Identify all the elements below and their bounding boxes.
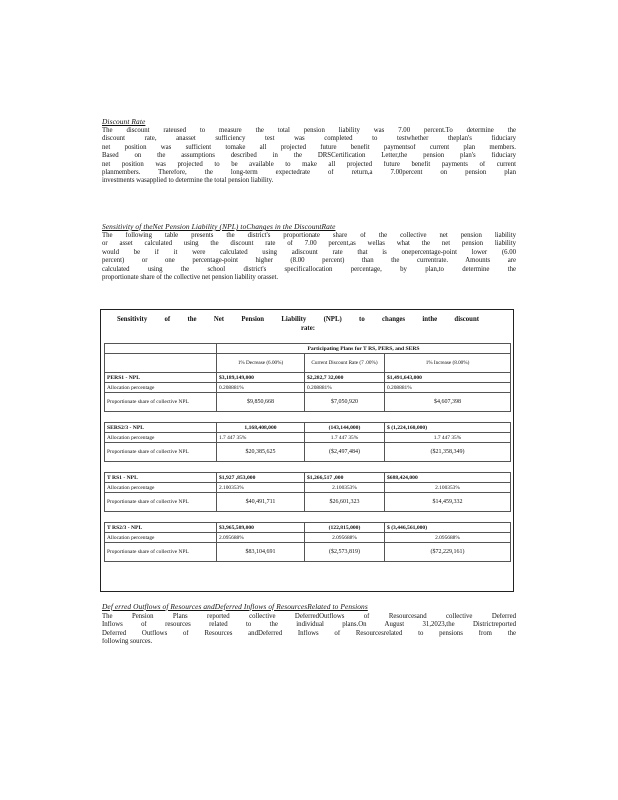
paragraph-line: percent) or one percentage-point higher (8.00 percent) than the currentrate. Amounts are [102,257,516,265]
share-increase: ($72,229,161) [385,543,511,562]
npl-decrease: $1,927 ,853,000 [217,473,305,483]
paragraph-line: The discount rateused to measure the total pension liability was 7.00 percent.To determine the [102,127,516,134]
table-row [105,433,511,443]
allocation-current: 2.095688% [305,533,385,543]
discount-rate-heading: Discount Rate [102,117,146,126]
allocation-current: 1.7 447 35% [305,433,385,443]
npl-increase: $ (1,224,160,000) [385,423,511,433]
table-title [101,315,515,333]
share-current: $26,601,323 [305,493,385,512]
allocation-decrease: 2.100353% [217,483,305,493]
table-row [105,483,511,493]
deferred-paragraph [102,613,516,647]
npl-decrease: 1,168,408,000 [217,423,305,433]
allocation-increase: 2.095688% [385,533,511,543]
allocation-label: Allocation percentage [105,533,217,543]
share-current: ($2,497,484) [305,443,385,462]
paragraph-line: following sources. [102,638,153,646]
npl-increase: $688,424,000 [385,473,511,483]
table-row [105,383,511,393]
table-row [105,533,511,543]
table-row [105,543,511,562]
paragraph-line: net position was projected to be available to make all projected future benefit payments of current [102,160,516,168]
share-increase: $14,459,332 [385,493,511,512]
table-row [105,423,511,433]
plan-name: PERS1 - NPL [105,373,217,383]
allocation-increase: 1.7 447 35% [385,433,511,443]
paragraph-line: investments wasapplied to determine the total pension liability. [102,177,274,185]
npl-current: $1,266,517 ,000 [305,473,385,483]
share-decrease: $20,385,625 [217,443,305,462]
table-spacer [105,512,511,523]
table-title-line: Sensitivity of the Net Pension Liability (NPL) to changes inthe discount [117,316,479,323]
paragraph-line: proportionate share of the collective net pension liability orasset. [102,273,279,281]
share-increase: ($21,358,349) [385,443,511,462]
table-corner-cell [105,344,217,354]
sensitivity-paragraph [102,232,516,282]
paragraph-line: calculated using the school district's specificallocation percentage, by plan,to determine the [102,265,516,273]
discount-rate-paragraph [102,127,516,186]
npl-current: $2,282,7 32,000 [305,373,385,383]
share-decrease: $9,850,668 [217,393,305,412]
share-label: Proportionate share of collective NPL [107,398,189,405]
allocation-increase: 0.208881% [385,383,511,393]
paragraph-line: planmembers. Therefore, the long-term expectedrate of return,a 7.00percent on pension plan [102,168,516,176]
npl-decrease: $3,189,149,000 [217,373,305,383]
plan-name: T RS2/3 - NPL [105,523,217,533]
col-header-increase: 1% Increase (8.00%) [385,354,511,373]
paragraph-line: Inflows of resources related to the individual plans.On August 31,2023,the Districtreported [102,621,516,629]
share-label: Proportionate share of collective NPL [107,448,189,455]
table-row [105,523,511,533]
paragraph-line: discount rate, anasset sufficiency test was completed to testwhether theplan's fiduciary [102,135,516,143]
share-decrease: $83,104,691 [217,543,305,562]
allocation-label: Allocation percentage [105,433,217,443]
paragraph-line: net position was sufficient tomake all projected future benefit paymentsof current plan members. [102,143,516,151]
table-row [105,393,511,412]
allocation-current: 2.100353% [305,483,385,493]
table-spacer [105,412,511,423]
paragraph-line: The Pension Plans reported collective DeferredOutflows of Resourcesand collective Deferred [102,613,516,620]
share-decrease: $40,491,711 [217,493,305,512]
col-header-decrease: 1% Decrease (6.00%) [217,354,305,373]
table-row [105,473,511,483]
npl-increase: $ (3,446,561,000) [385,523,511,533]
npl-current: (122,815,000) [305,523,385,533]
share-current: ($2,573,819) [305,543,385,562]
table-row [105,373,511,383]
share-increase: $4,607,398 [385,393,511,412]
allocation-label: Allocation percentage [105,383,217,393]
paragraph-line: or asset calculated using the discount rate of 7.00 percent,as wellas what the net pension liability [102,240,516,248]
sensitivity-heading: Sensitivity of theNet Pension Liability (NPL) toChanges in the DiscountRate [102,222,336,231]
table-spacer [105,462,511,473]
allocation-label: Allocation percentage [105,483,217,493]
share-label: Proportionate share of collective NPL [107,498,189,505]
sensitivity-table [104,343,511,562]
allocation-current: 0.208881% [305,383,385,393]
allocation-decrease: 0.208881% [217,383,305,393]
paragraph-line: Based on the assumptions described in the DRSCertification Letter,the pension plan's fiduciary [102,152,516,160]
paragraph-line: Deferred Outflows of Resources andDeferred Inflows of Resourcesrelated to pensions from the [102,629,516,637]
col-header-current: Current Discount Rate (7 .00%) [305,354,385,373]
table-title-line: rate: [301,325,315,332]
share-current: $7,050,920 [305,393,385,412]
table-row [105,443,511,462]
allocation-decrease: 2.095688% [217,533,305,543]
npl-decrease: $3,965,509,000 [217,523,305,533]
plan-name: T RS1 - NPL [105,473,217,483]
deferred-heading: Def erred Outflows of Resources andDeferred Inflows of ResourcesRelated to Pensions [102,602,368,611]
plans-header: Participating Plans for T RS, PERS, and SERS [217,344,511,354]
allocation-decrease: 1.7 447 35% [217,433,305,443]
paragraph-line: would be if it were calculated using adiscount rate that is onepercentage-point lower (6.00 [102,248,516,256]
share-label: Proportionate share of collective NPL [107,548,189,555]
npl-current: (143,144,000) [305,423,385,433]
paragraph-line: The following table presents the district's proportionate share of the collective net pension liability [102,232,516,239]
sensitivity-table-box [100,309,514,592]
plan-name: SERS2/3 - NPL [105,423,217,433]
table-row [105,493,511,512]
npl-increase: $1,491,643,000 [385,373,511,383]
table-corner-cell [105,354,217,373]
allocation-increase: 2.100353% [385,483,511,493]
